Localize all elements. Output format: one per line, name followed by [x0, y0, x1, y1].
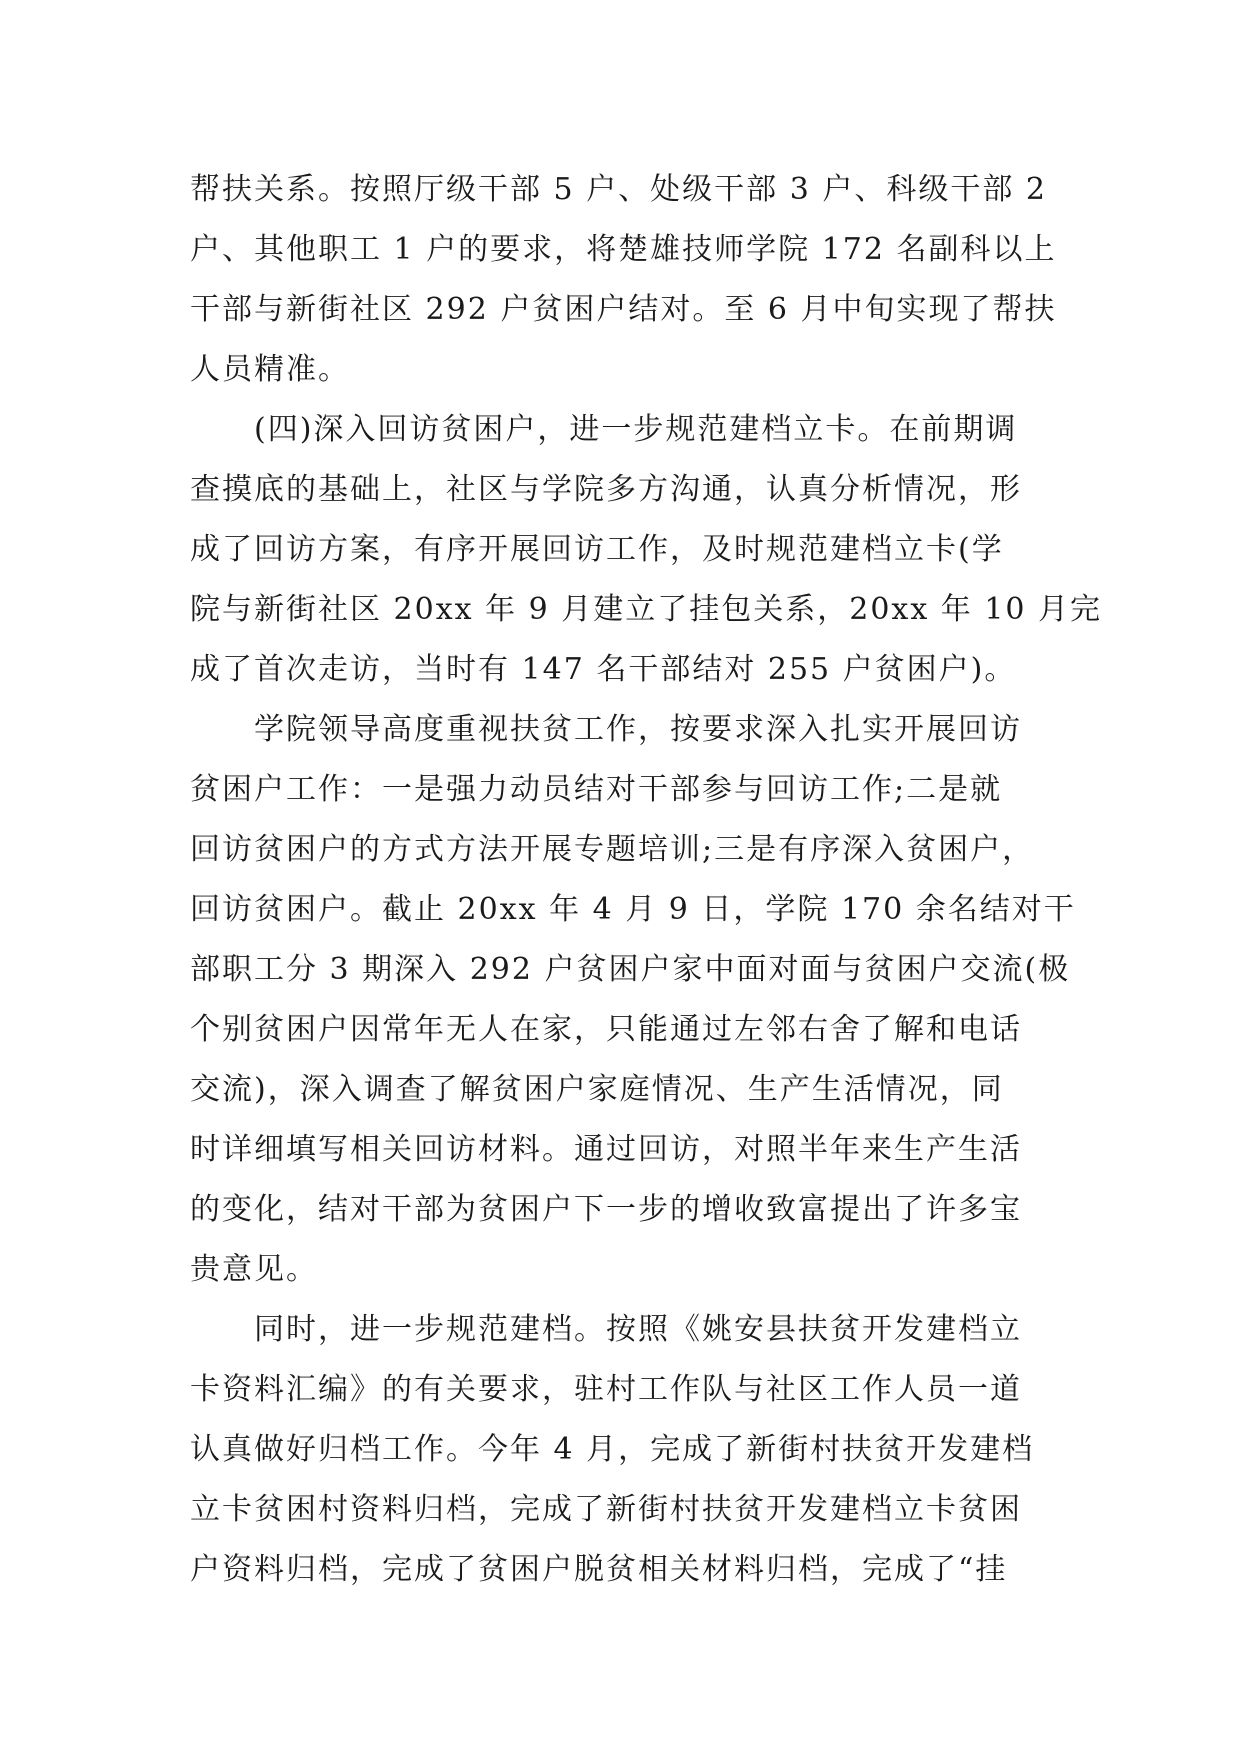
text-line: 认真做好归档工作。今年 4 月，完成了新街村扶贫开发建档 [190, 1432, 1035, 1467]
text-line: 人员精准。 [190, 352, 350, 387]
text-line: 贫困户工作：一是强力动员结对干部参与回访工作;二是就 [190, 772, 1003, 807]
text-line: 个别贫困户因常年无人在家，只能通过左邻右舍了解和电话 [190, 1012, 1022, 1047]
paragraph-1 [190, 160, 1057, 400]
text-line: 部职工分 3 期深入 292 户贫困户家中面对面与贫困户交流(极 [190, 952, 1071, 987]
text-line: 卡资料汇编》的有关要求，驻村工作队与社区工作人员一道 [190, 1372, 1022, 1407]
paragraph-4 [190, 1300, 1050, 1600]
text-line: 立卡贫困村资料归档，完成了新街村扶贫开发建档立卡贫困 [190, 1492, 1022, 1527]
text-line: 干部与新街社区 292 户贫困户结对。至 6 月中旬实现了帮扶 [190, 292, 1057, 327]
text-line: 时详细填写相关回访材料。通过回访，对照半年来生产生活 [190, 1132, 1022, 1167]
text-line: (四)深入回访贫困户，进一步规范建档立卡。在前期调 [254, 412, 1018, 447]
text-line: 户资料归档，完成了贫困户脱贫相关材料归档，完成了“挂 [190, 1552, 1008, 1587]
text-line: 的变化，结对干部为贫困户下一步的增收致富提出了许多宝 [190, 1192, 1022, 1227]
text-line: 成了回访方案，有序开展回访工作，及时规范建档立卡(学 [190, 532, 1004, 567]
paragraph-3 [190, 700, 1076, 1300]
text-line: 查摸底的基础上，社区与学院多方沟通，认真分析情况，形 [190, 472, 1022, 507]
text-line: 交流)，深入调查了解贫困户家庭情况、生产生活情况，同 [190, 1072, 1004, 1107]
text-line: 户、其他职工 1 户的要求，将楚雄技师学院 172 名副科以上 [190, 232, 1057, 267]
text-line: 同时，进一步规范建档。按照《姚安县扶贫开发建档立 [254, 1312, 1022, 1347]
text-line: 贵意见。 [190, 1252, 318, 1287]
document-page [190, 160, 1103, 1600]
text-line: 回访贫困户的方式方法开展专题培训;三是有序深入贫困户， [190, 832, 1035, 867]
text-line: 院与新街社区 20xx 年 9 月建立了挂包关系，20xx 年 10 月完 [190, 592, 1103, 627]
text-line: 学院领导高度重视扶贫工作，按要求深入扎实开展回访 [254, 712, 1022, 747]
text-line: 成了首次走访，当时有 147 名干部结对 255 户贫困户)。 [190, 652, 1017, 687]
text-line: 帮扶关系。按照厅级干部 5 户、处级干部 3 户、科级干部 2 [190, 172, 1047, 207]
paragraph-2 [190, 400, 1103, 700]
text-line: 回访贫困户。截止 20xx 年 4 月 9 日，学院 170 余名结对干 [190, 892, 1076, 927]
